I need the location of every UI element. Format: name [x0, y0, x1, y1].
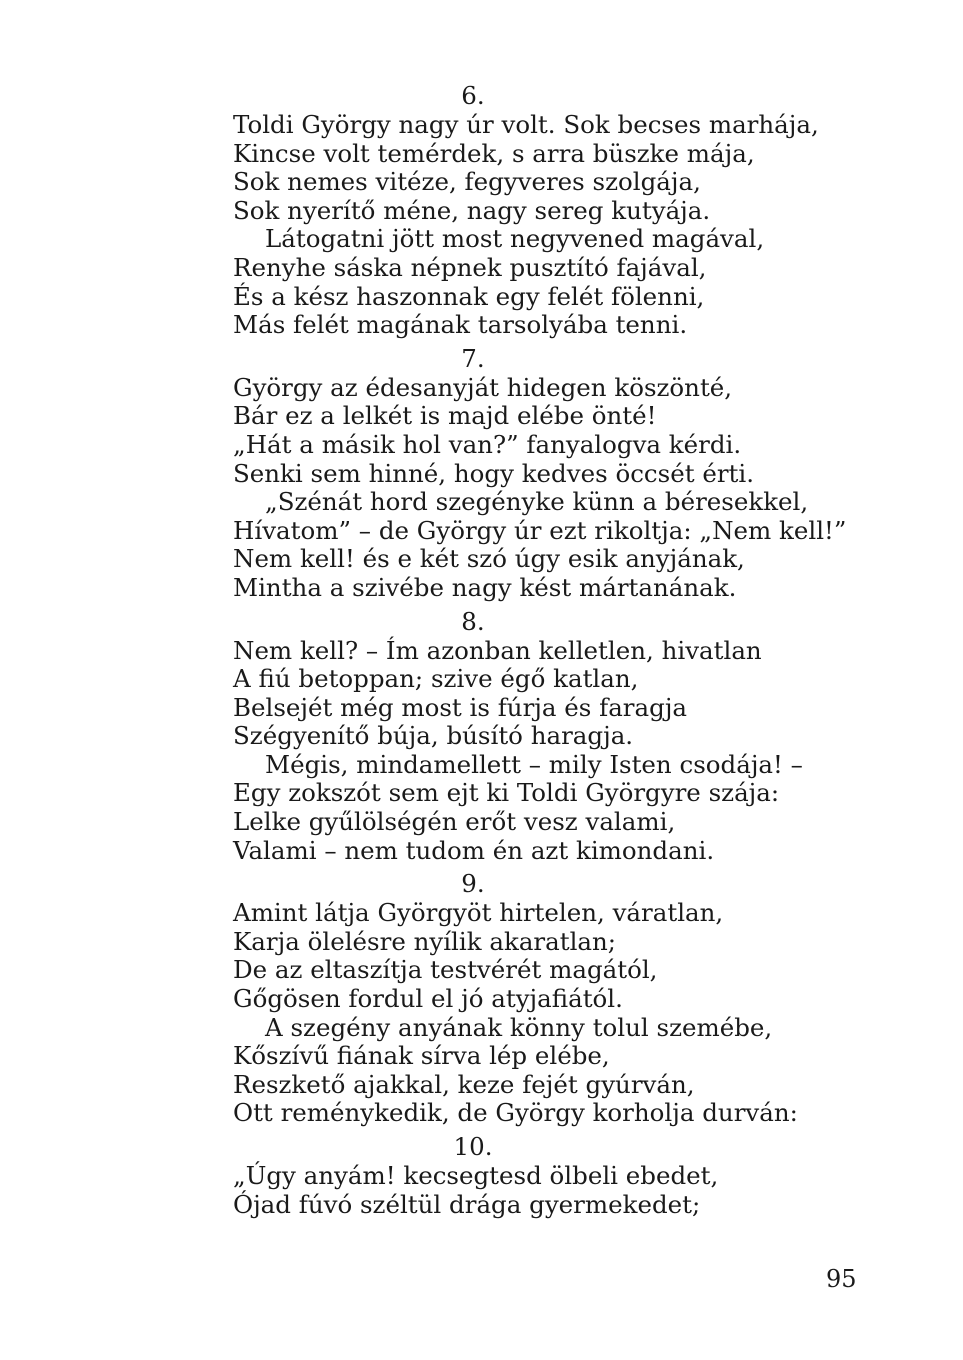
- verse-line: Amint látja Györgyöt hirtelen, váratlan,: [233, 898, 724, 928]
- verse-line: Hívatom” – de György úr ezt rikoltja: „Nem kell!”: [233, 515, 847, 545]
- verse-line: Sok nyerítő méne, nagy sereg kutyája.: [233, 195, 711, 225]
- stanza-7: [233, 343, 847, 603]
- stanza-9: [233, 869, 833, 1128]
- verse-line: És a kész haszonnak egy felét fölenni,: [233, 281, 705, 311]
- stanza-number: 6.: [461, 81, 485, 110]
- verse-line: Mintha a szivébe nagy kést mártanának.: [233, 572, 737, 602]
- verse-line: Gőgösen fordul el jó atyjafiától.: [233, 984, 623, 1014]
- verse-line: Ójad fúvó széltül drága gyermekedet;: [233, 1189, 701, 1219]
- verse-line: Belsejét még most is fúrja és faragja: [233, 692, 688, 722]
- verse-line: „Szénát hord szegényke künn a béresekkel,: [265, 487, 809, 517]
- verse-line: De az eltaszítja testvérét magától,: [233, 955, 658, 985]
- stanza-number: 9.: [461, 869, 485, 899]
- verse-line: Senki sem hinné, hogy kedves öccsét érti.: [233, 458, 755, 488]
- verse-line: Nem kell! és e két szó úgy esik anyjának,: [233, 544, 745, 574]
- stanza-number: 10.: [453, 1132, 493, 1161]
- poem-body: [233, 81, 847, 1219]
- verse-line: Más felét magának tarsolyába tenni.: [233, 310, 688, 340]
- verse-line: Mégis, mindamellett – mily Isten csodája! –: [265, 749, 803, 779]
- verse-line: Ott reménykedik, de György korholja durván:: [233, 1098, 798, 1128]
- verse-line: Bár ez a lelkét is majd elébe önté!: [233, 401, 657, 431]
- stanza-8: [233, 607, 833, 866]
- verse-line: Szégyenítő búja, búsító haragja.: [233, 721, 634, 751]
- verse-line: Renyhe sáska népnek pusztító fajával,: [233, 252, 707, 282]
- verse-line: „Hát a másik hol van?” fanyalogva kérdi.: [233, 429, 742, 459]
- verse-line: Valami – nem tudom én azt kimondani.: [233, 835, 715, 865]
- stanza-10: [233, 1132, 833, 1219]
- verse-line: A fiú betoppan; szive égő katlan,: [233, 664, 639, 694]
- verse-line: György az édesanyját hidegen köszönté,: [233, 372, 733, 402]
- verse-line: Nem kell? – Ím azonban kelletlen, hivatlan: [233, 635, 762, 665]
- stanza-number: 7.: [461, 343, 485, 373]
- page-number: 95: [826, 1265, 857, 1293]
- verse-line: Kőszívű fiának sírva lép elébe,: [233, 1041, 610, 1071]
- verse-line: Toldi György nagy úr volt. Sok becses marhája,: [233, 110, 819, 139]
- verse-line: Reszkető ajakkal, keze fejét gyúrván,: [233, 1069, 695, 1099]
- verse-line: A szegény anyának könny tolul szemébe,: [265, 1012, 773, 1042]
- verse-line: Egy zokszót sem ejt ki Toldi Györgyre szája:: [233, 778, 780, 808]
- verse-line: Sok nemes vitéze, fegyveres szolgája,: [233, 167, 701, 197]
- stanza-6: [233, 81, 833, 340]
- stanza-number: 8.: [461, 606, 485, 636]
- verse-line: „Úgy anyám! kecsegtesd ölbeli ebedet,: [233, 1161, 719, 1190]
- verse-line: Lelke gyűlölségén erőt vesz valami,: [233, 807, 676, 837]
- verse-line: Karja ölelésre nyílik akaratlan;: [233, 926, 617, 956]
- verse-line: Látogatni jött most negyvened magával,: [265, 224, 765, 254]
- verse-line: Kincse volt temérdek, s arra büszke mája,: [233, 138, 755, 168]
